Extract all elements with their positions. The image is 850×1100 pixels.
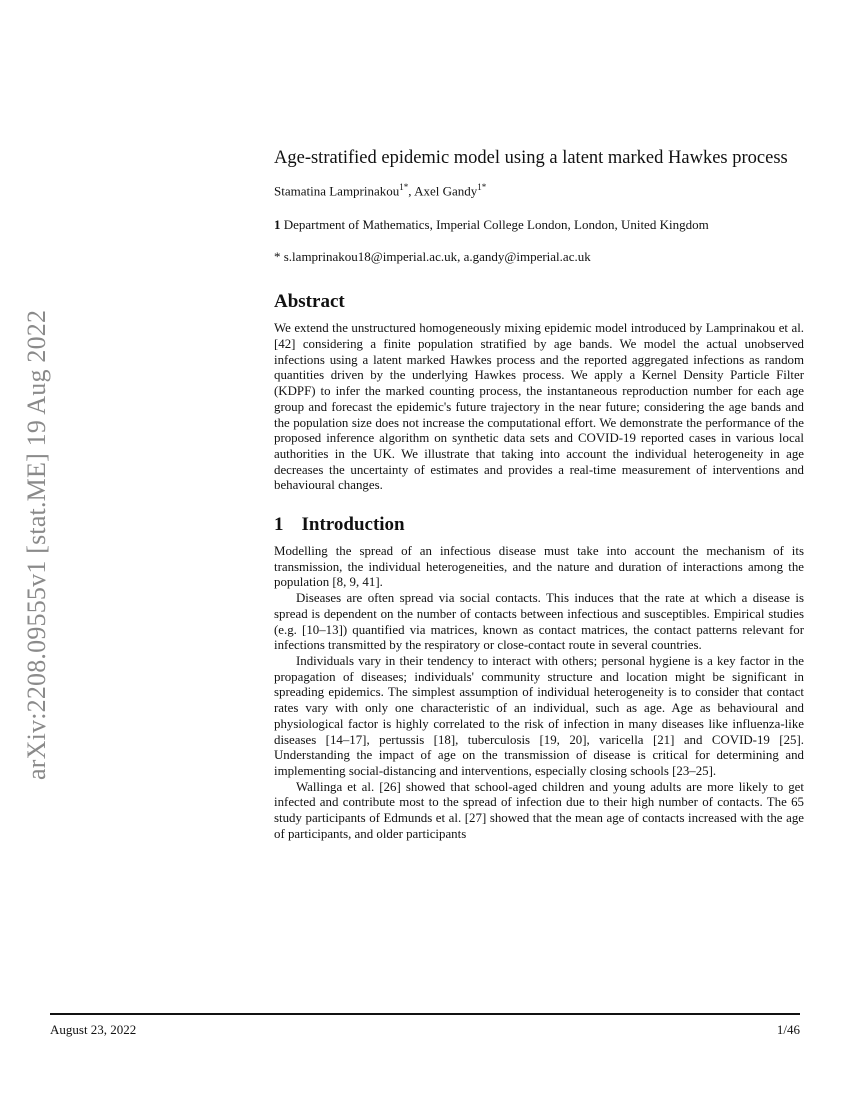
abstract-text: We extend the unstructured homogeneously mixing epidemic model introduced by Lamprinakou et al. [42] considering a finite population stratified by age bands. We model the actual unobserved infections using a latent marked Hawkes process and the reported aggregated infections as random quantities driven by the underlying Hawkes process. We apply a Kernel Density Particle Filter (KDPF) to infer the marked counting process, the instantaneous reproduction number for each age group and forecast the epidemic's future trajectory in the near future; considering the age bands and the population size does not increase the computational effort. We demonstrate the performance of the proposed inference algorithm on synthetic data sets and COVID-19 reported cases in various local authorities in the UK. We illustrate that taking into account the individual heterogeneity in age decreases the uncertainty of estimates and provides a real-time measurement of interventions and behavioural changes. bbox=[274, 321, 804, 493]
email-text: s.lamprinakou18@imperial.ac.uk, a.gandy@imperial.ac.uk bbox=[280, 249, 591, 265]
page-number: 1/46 bbox=[776, 1022, 800, 1037]
intro-paragraph-3: Individuals vary in their tendency to interact with others; personal hygiene is a key factor in the propagation of diseases; individuals' community structure and location might be significant in spreading epidemics. The simplest assumption of individual heterogeneity is to consider that contact rates vary with only one characteristic of an individual, such as age. Age as behavioural and physiological factor is highly correlated to the risk of infection in many diseases like influenza-like diseases [14–17], pertussis [18], tuberculosis [19, 20], varicella [21] and COVID-19 [25]. Understanding the impact of age on the transmission of disease is critical for determining and implementing social-distancing and interventions, especially closing schools [23–25]. bbox=[274, 653, 804, 778]
intro-paragraph-2: Diseases are often spread via social contacts. This induces that the rate at which a disease is spread is dependent on the number of contacts between infectious and susceptibles. Empirical studies (e.g. [10–13]) quantified via matrices, known as contact matrices, the contact patterns relevant for infections transmitted by the respiratory or close-contact route in several countries. bbox=[274, 591, 804, 653]
section-heading-introduction bbox=[274, 514, 804, 536]
affiliation-number: 1 bbox=[274, 217, 281, 233]
footer-date: August 23, 2022 bbox=[50, 1022, 137, 1037]
arxiv-identifier-stamp: arXiv:2208.09555v1 [stat.ME] 19 Aug 2022 bbox=[22, 309, 51, 780]
author-name: Stamatina Lamprinakou bbox=[274, 183, 400, 199]
author-name: Axel Gandy bbox=[414, 183, 478, 199]
abstract-heading: Abstract bbox=[274, 291, 345, 313]
section-number: 1 bbox=[274, 514, 284, 536]
paper-title: Age-stratified epidemic model using a latent marked Hawkes process bbox=[274, 148, 788, 168]
paper-body bbox=[274, 148, 804, 842]
corresponding-emails bbox=[274, 249, 804, 265]
author-separator: , bbox=[408, 183, 415, 199]
author-affiliation-marker: 1* bbox=[399, 182, 409, 192]
author-list bbox=[274, 182, 804, 199]
author-affiliation-marker: 1* bbox=[477, 182, 487, 192]
affiliation bbox=[274, 217, 804, 233]
intro-paragraph-4: Wallinga et al. [26] showed that school-aged children and young adults are more likely to get infected and contribute most to the spread of infection due to their high number of contacts. The 65 study participants of Edmunds et al. [27] showed that the mean age of contacts increased with the age of participants, and older participants bbox=[274, 779, 804, 841]
email-marker: * bbox=[274, 249, 281, 265]
intro-paragraph-1: Modelling the spread of an infectious disease must take into account the mechanism of its transmission, the individual heterogeneities, and the nature and duration of interactions among the population [8, 9, 41]. bbox=[274, 544, 804, 590]
footer-divider bbox=[50, 1013, 800, 1015]
section-title: Introduction bbox=[301, 514, 405, 536]
affiliation-text: Department of Mathematics, Imperial College London, London, United Kingdom bbox=[280, 217, 709, 233]
